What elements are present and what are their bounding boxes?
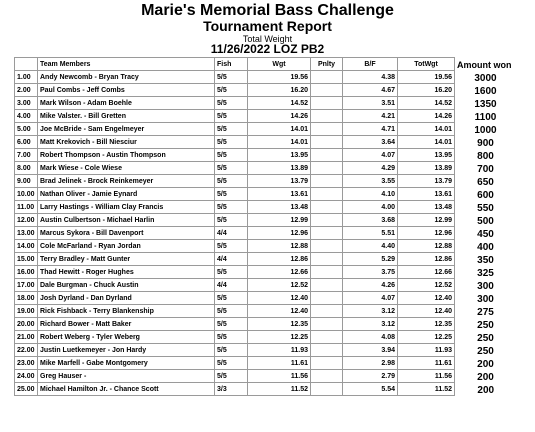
cell-wgt: 13.48 [248,201,311,214]
cell-amount-won: 250 [477,332,494,344]
cell-team-members: Mark Wiese - Cole Wiese [38,162,215,175]
cell-totwgt: 14.01 [398,123,455,136]
cell-pnlty [311,253,343,266]
header-wgt: Wgt [248,58,311,71]
cell-fish: 5/5 [215,123,248,136]
table-row [15,370,517,383]
cell-pnlty [311,201,343,214]
cell-bf: 4.40 [343,240,398,253]
cell-team-members: Nathan Oliver - Jamie Eynard [38,188,215,201]
cell-amount-won: 550 [477,202,494,214]
cell-fish: 4/4 [215,279,248,292]
cell-place: 8.00 [15,162,38,175]
cell-wgt: 16.20 [248,84,311,97]
cell-wgt: 11.52 [248,383,311,396]
cell-totwgt: 12.66 [398,266,455,279]
cell-wgt: 12.52 [248,279,311,292]
cell-team-members: Greg Hauser - [38,370,215,383]
cell-totwgt: 14.01 [398,136,455,149]
cell-totwgt: 13.79 [398,175,455,188]
results-table [14,57,517,396]
cell-bf: 3.75 [343,266,398,279]
cell-bf: 4.71 [343,123,398,136]
cell-wgt: 13.61 [248,188,311,201]
cell-totwgt: 11.93 [398,344,455,357]
cell-pnlty [311,214,343,227]
cell-bf: 4.07 [343,292,398,305]
cell-fish: 5/5 [215,214,248,227]
cell-totwgt: 14.26 [398,110,455,123]
cell-totwgt: 12.35 [398,318,455,331]
cell-team-members: Paul Combs - Jeff Combs [38,84,215,97]
cell-wgt: 12.99 [248,214,311,227]
table-row [15,266,517,279]
cell-team-members: Josh Dyrland - Dan Dyrland [38,292,215,305]
cell-team-members: Mike Marfell - Gabe Montgomery [38,357,215,370]
cell-fish: 5/5 [215,331,248,344]
cell-amount-won: 650 [477,176,494,188]
cell-place: 13.00 [15,227,38,240]
cell-fish: 5/5 [215,240,248,253]
table-row [15,84,517,97]
results-rows [15,71,517,396]
cell-place: 20.00 [15,318,38,331]
cell-amount-won: 1100 [474,111,497,123]
cell-totwgt: 13.48 [398,201,455,214]
cell-fish: 5/5 [215,370,248,383]
cell-amount-won: 500 [477,215,494,227]
cell-bf: 3.64 [343,136,398,149]
cell-wgt: 14.52 [248,97,311,110]
cell-totwgt: 12.99 [398,214,455,227]
cell-amount-won: 700 [477,163,494,175]
cell-bf: 5.29 [343,253,398,266]
cell-bf: 4.21 [343,110,398,123]
table-row [15,162,517,175]
cell-wgt: 13.95 [248,149,311,162]
cell-wgt: 12.86 [248,253,311,266]
cell-pnlty [311,344,343,357]
header-pnlty: Pnlty [311,58,343,71]
cell-totwgt: 12.96 [398,227,455,240]
cell-pnlty [311,357,343,370]
cell-bf: 4.10 [343,188,398,201]
cell-amount-won: 1000 [474,124,497,136]
cell-place: 9.00 [15,175,38,188]
cell-team-members: Dale Burgman - Chuck Austin [38,279,215,292]
cell-place: 17.00 [15,279,38,292]
cell-amount-won: 250 [477,319,494,331]
table-row [15,331,517,344]
cell-wgt: 19.56 [248,71,311,84]
table-row [15,357,517,370]
cell-bf: 4.08 [343,331,398,344]
table-row [15,97,517,110]
cell-pnlty [311,149,343,162]
cell-amount-won: 400 [477,241,494,253]
cell-bf: 3.12 [343,305,398,318]
cell-bf: 4.00 [343,201,398,214]
cell-wgt: 12.96 [248,227,311,240]
cell-team-members: Larry Hastings - William Clay Francis [38,201,215,214]
cell-wgt: 11.56 [248,370,311,383]
cell-pnlty [311,71,343,84]
cell-place: 1.00 [15,71,38,84]
cell-wgt: 12.66 [248,266,311,279]
cell-totwgt: 11.52 [398,383,455,396]
cell-pnlty [311,123,343,136]
cell-amount-won: 350 [477,254,494,266]
cell-totwgt: 12.40 [398,305,455,318]
cell-fish: 5/5 [215,357,248,370]
cell-team-members: Justin Luetkemeyer - Jon Hardy [38,344,215,357]
cell-place: 5.00 [15,123,38,136]
cell-bf: 5.54 [343,383,398,396]
cell-pnlty [311,162,343,175]
cell-fish: 5/5 [215,110,248,123]
cell-bf: 5.51 [343,227,398,240]
cell-totwgt: 13.61 [398,188,455,201]
cell-fish: 5/5 [215,344,248,357]
cell-pnlty [311,97,343,110]
cell-fish: 5/5 [215,162,248,175]
cell-bf: 3.68 [343,214,398,227]
cell-wgt: 12.88 [248,240,311,253]
table-row [15,123,517,136]
cell-wgt: 14.26 [248,110,311,123]
cell-bf: 4.29 [343,162,398,175]
table-row [15,383,517,396]
cell-fish: 5/5 [215,149,248,162]
table-row [15,253,517,266]
cell-team-members: Andy Newcomb - Bryan Tracy [38,71,215,84]
cell-pnlty [311,110,343,123]
cell-totwgt: 13.89 [398,162,455,175]
header-place [15,58,38,71]
cell-place: 25.00 [15,383,38,396]
cell-place: 23.00 [15,357,38,370]
cell-place: 12.00 [15,214,38,227]
cell-pnlty [311,370,343,383]
cell-bf: 4.67 [343,84,398,97]
cell-place: 19.00 [15,305,38,318]
cell-wgt: 14.01 [248,136,311,149]
cell-pnlty [311,305,343,318]
report-type-label: Total Weight [242,34,293,44]
cell-fish: 5/5 [215,71,248,84]
cell-bf: 4.38 [343,71,398,84]
cell-bf: 3.94 [343,344,398,357]
cell-place: 2.00 [15,84,38,97]
cell-totwgt: 16.20 [398,84,455,97]
cell-pnlty [311,383,343,396]
cell-wgt: 13.79 [248,175,311,188]
cell-amount-won: 275 [477,306,494,318]
cell-amount-won: 300 [477,280,494,292]
cell-totwgt: 12.52 [398,279,455,292]
cell-fish: 5/5 [215,136,248,149]
table-row [15,227,517,240]
cell-totwgt: 19.56 [398,71,455,84]
cell-team-members: Marcus Sykora - Bill Davenport [38,227,215,240]
cell-place: 15.00 [15,253,38,266]
table-row [15,71,517,84]
cell-fish: 5/5 [215,201,248,214]
cell-amount-won: 200 [477,384,495,396]
cell-place: 3.00 [15,97,38,110]
cell-team-members: Mark Wilson - Adam Boehle [38,97,215,110]
cell-totwgt: 12.86 [398,253,455,266]
header-team-members: Team Members [38,58,215,71]
table-row [15,279,517,292]
cell-bf: 3.55 [343,175,398,188]
cell-pnlty [311,331,343,344]
cell-wgt: 13.89 [248,162,311,175]
table-row [15,188,517,201]
cell-fish: 5/5 [215,318,248,331]
cell-amount-won: 800 [477,150,494,162]
cell-amount-won: 300 [477,293,494,305]
cell-wgt: 14.01 [248,123,311,136]
cell-bf: 4.26 [343,279,398,292]
cell-totwgt: 12.25 [398,331,455,344]
cell-pnlty [311,227,343,240]
cell-amount-won: 200 [477,358,494,370]
header-amount-won: Amount won [457,59,512,70]
cell-place: 21.00 [15,331,38,344]
table-header-row [15,58,517,71]
cell-place: 18.00 [15,292,38,305]
cell-place: 22.00 [15,344,38,357]
cell-totwgt: 12.40 [398,292,455,305]
cell-pnlty [311,279,343,292]
cell-amount-won: 1600 [474,85,497,97]
cell-totwgt: 13.95 [398,149,455,162]
cell-amount-won: 250 [477,345,494,357]
cell-place: 16.00 [15,266,38,279]
cell-team-members: Robert Thompson - Austin Thompson [38,149,215,162]
cell-team-members: Thad Hewitt - Roger Hughes [38,266,215,279]
cell-pnlty [311,136,343,149]
cell-wgt: 11.61 [248,357,311,370]
cell-team-members: Brad Jelinek - Brock Reinkemeyer [38,175,215,188]
header-fish: Fish [215,58,248,71]
cell-bf: 3.51 [343,97,398,110]
cell-fish: 5/5 [215,84,248,97]
cell-team-members: Mike Valster. - Bill Gretten [38,110,215,123]
cell-amount-won: 900 [477,137,494,149]
cell-totwgt: 11.61 [398,357,455,370]
cell-place: 11.00 [15,201,38,214]
cell-team-members: Michael Hamilton Jr. - Chance Scott [38,383,215,396]
cell-fish: 3/3 [215,383,248,396]
header-totwgt: TotWgt [398,58,455,71]
cell-amount-won: 1350 [474,98,497,110]
cell-team-members: Rick Fishback - Terry Blankenship [38,305,215,318]
cell-amount-won: 600 [477,189,494,201]
header-bf: B/F [343,58,398,71]
table-row [15,201,517,214]
cell-wgt: 12.40 [248,305,311,318]
cell-team-members: Matt Krekovich - Bill Niesciur [38,136,215,149]
cell-place: 7.00 [15,149,38,162]
cell-pnlty [311,318,343,331]
cell-pnlty [311,292,343,305]
table-row [15,110,517,123]
cell-wgt: 12.40 [248,292,311,305]
cell-fish: 5/5 [215,266,248,279]
cell-totwgt: 14.52 [398,97,455,110]
cell-bf: 2.98 [343,357,398,370]
cell-bf: 4.07 [343,149,398,162]
cell-fish: 5/5 [215,97,248,110]
cell-fish: 4/4 [215,253,248,266]
table-row [15,292,517,305]
table-row [15,318,517,331]
cell-team-members: Richard Bower - Matt Baker [38,318,215,331]
table-row [15,136,517,149]
cell-bf: 2.79 [343,370,398,383]
cell-place: 14.00 [15,240,38,253]
cell-team-members: Robert Weberg - Tyler Weberg [38,331,215,344]
cell-amount-won: 450 [477,228,494,240]
cell-fish: 5/5 [215,188,248,201]
cell-amount-won: 325 [477,267,494,279]
cell-wgt: 12.25 [248,331,311,344]
table-row [15,305,517,318]
table-row [15,149,517,162]
cell-fish: 5/5 [215,292,248,305]
table-row [15,214,517,227]
cell-team-members: Terry Bradley - Matt Gunter [38,253,215,266]
cell-place: 4.00 [15,110,38,123]
cell-bf: 3.12 [343,318,398,331]
cell-place: 10.00 [15,188,38,201]
cell-place: 24.00 [15,370,38,383]
table-row [15,240,517,253]
cell-place: 6.00 [15,136,38,149]
table-row [15,344,517,357]
cell-pnlty [311,175,343,188]
report-title: Marie's Memorial Bass Challenge [141,2,394,19]
cell-wgt: 11.93 [248,344,311,357]
cell-fish: 5/5 [215,305,248,318]
cell-amount-won: 200 [477,371,494,383]
cell-totwgt: 11.56 [398,370,455,383]
report-subtitle: Tournament Report [203,18,332,34]
cell-pnlty [311,84,343,97]
cell-team-members: Austin Culbertson - Michael Harlin [38,214,215,227]
table-row [15,175,517,188]
cell-team-members: Joe McBride - Sam Engelmeyer [38,123,215,136]
cell-fish: 4/4 [215,227,248,240]
cell-pnlty [311,188,343,201]
cell-totwgt: 12.88 [398,240,455,253]
cell-pnlty [311,266,343,279]
cell-team-members: Cole McFarland - Ryan Jordan [38,240,215,253]
cell-amount-won: 3000 [474,72,497,84]
cell-pnlty [311,240,343,253]
cell-fish: 5/5 [215,175,248,188]
cell-wgt: 12.35 [248,318,311,331]
report-date-label: 11/26/2022 LOZ PB2 [210,42,325,56]
